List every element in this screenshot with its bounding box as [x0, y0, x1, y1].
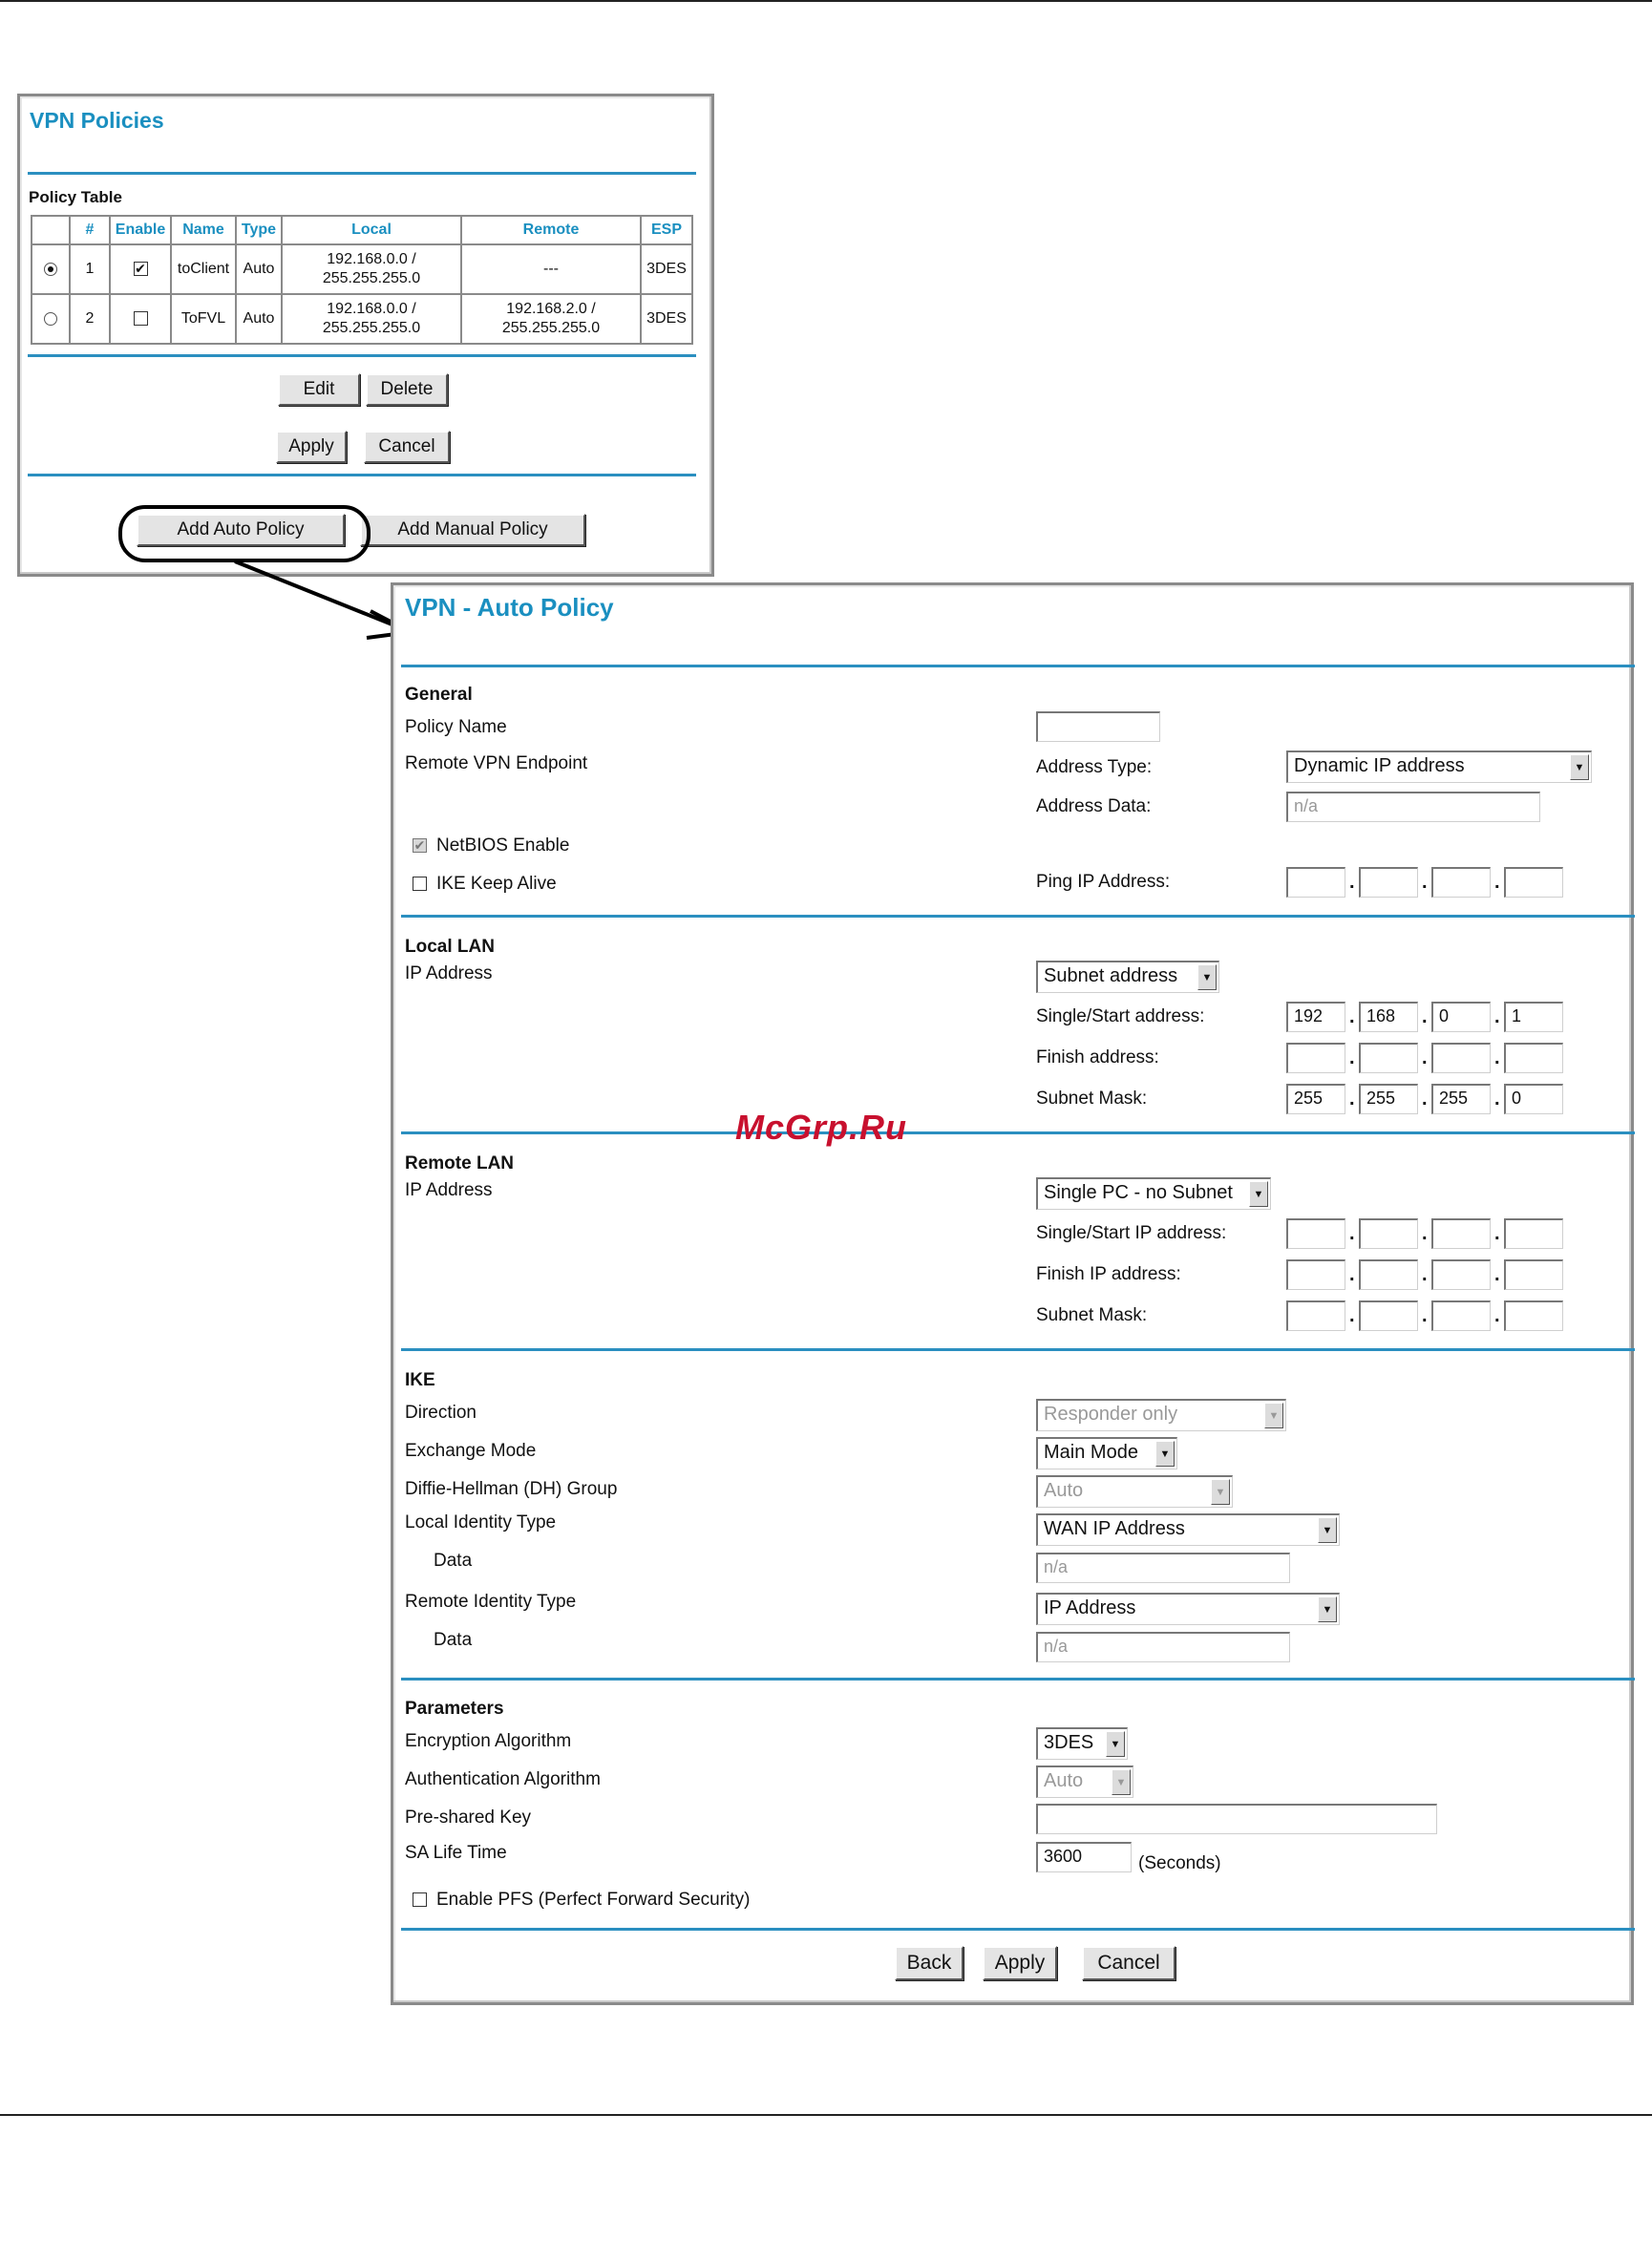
auto-policy-title: VPN - Auto Policy	[405, 593, 614, 622]
ip-dot: .	[1494, 1305, 1500, 1326]
remote-endpoint-label: Remote VPN Endpoint	[405, 753, 588, 773]
local-start-octet-3[interactable]: 0	[1431, 1002, 1491, 1032]
local-lan-select[interactable]	[1036, 961, 1219, 993]
pfs-row	[405, 1890, 750, 1911]
local-ip-label: IP Address	[405, 963, 493, 983]
address-type-value: Dynamic IP address	[1294, 755, 1465, 776]
exchange-mode-select[interactable]	[1036, 1437, 1177, 1469]
edit-button[interactable]: Edit	[278, 373, 360, 406]
ping-ip-label: Ping IP Address:	[1036, 872, 1171, 892]
general-header: General	[405, 685, 473, 705]
ike-keepalive-checkbox[interactable]	[413, 877, 427, 891]
row-enable-cell	[110, 244, 171, 294]
divider	[401, 1678, 1635, 1681]
remote-ip-label: IP Address	[405, 1180, 493, 1200]
row-remote	[461, 294, 641, 344]
local-finish-octet-4[interactable]	[1504, 1043, 1563, 1073]
row-local-mask: 255.255.255.0	[322, 270, 421, 286]
ip-dot: .	[1422, 872, 1428, 893]
dh-group-value: Auto	[1044, 1480, 1084, 1501]
remote-identity-select[interactable]	[1036, 1593, 1340, 1625]
table-row	[32, 294, 692, 344]
exchange-mode-value: Main Mode	[1044, 1442, 1138, 1463]
row-local-ip: 192.168.0.0 /	[327, 251, 416, 267]
row-enable-checkbox[interactable]: ✔	[135, 261, 146, 277]
pfs-label: Enable PFS (Perfect Forward Security)	[436, 1890, 751, 1910]
ping-ip-octet-4[interactable]	[1504, 867, 1563, 898]
chevron-down-icon: ▼	[1249, 1181, 1268, 1207]
row-number: 2	[70, 294, 110, 344]
authentication-select[interactable]	[1036, 1765, 1133, 1798]
policy-table-label: Policy Table	[29, 188, 122, 206]
local-finish-octet-1[interactable]	[1286, 1043, 1345, 1073]
address-type-select[interactable]	[1286, 750, 1592, 783]
dh-group-select[interactable]	[1036, 1475, 1233, 1508]
column-header-select	[32, 216, 70, 244]
divider	[401, 1131, 1635, 1134]
row-number: 1	[70, 244, 110, 294]
local-identity-label: Local Identity Type	[405, 1512, 557, 1533]
column-header: #	[70, 216, 110, 244]
authentication-label: Authentication Algorithm	[405, 1769, 601, 1789]
ip-dot: .	[1494, 1089, 1500, 1110]
ip-dot: .	[1494, 1223, 1500, 1244]
dh-group-label: Diffie-Hellman (DH) Group	[405, 1479, 618, 1499]
psk-label: Pre-shared Key	[405, 1807, 532, 1828]
local-data-input[interactable]: n/a	[1036, 1553, 1290, 1583]
column-header: Enable	[110, 216, 171, 244]
column-header: Type	[236, 216, 282, 244]
row-select-cell	[32, 294, 70, 344]
divider	[28, 354, 696, 357]
ip-dot: .	[1422, 1089, 1428, 1110]
row-esp: 3DES	[641, 244, 692, 294]
pfs-checkbox[interactable]	[413, 1892, 427, 1907]
remote-start-octet-3[interactable]	[1431, 1218, 1491, 1249]
netbios-label: NetBIOS Enable	[436, 835, 570, 856]
ip-dot: .	[1349, 1264, 1355, 1285]
chevron-down-icon: ▼	[1155, 1441, 1175, 1467]
address-data-label: Address Data:	[1036, 796, 1152, 816]
cancel-button[interactable]: Cancel	[364, 431, 450, 463]
local-lan-header: Local LAN	[405, 937, 495, 957]
row-type: Auto	[236, 244, 282, 294]
row-local	[282, 244, 461, 294]
table-row	[32, 244, 692, 294]
remote-finish-label: Finish IP address:	[1036, 1264, 1181, 1284]
remote-identity-value: IP Address	[1044, 1597, 1136, 1618]
local-data-label: Data	[434, 1551, 473, 1571]
remote-lan-header: Remote LAN	[405, 1153, 515, 1173]
column-header: Local	[282, 216, 461, 244]
row-select-radio[interactable]	[44, 263, 57, 276]
ip-dot: .	[1349, 1305, 1355, 1326]
ping-ip-octet-3[interactable]	[1431, 867, 1491, 898]
remote-mask-octet-4[interactable]	[1504, 1300, 1563, 1331]
add-manual-policy-button[interactable]: Add Manual Policy	[360, 514, 585, 546]
local-start-label: Single/Start address:	[1036, 1006, 1205, 1026]
remote-mask-octet-3[interactable]	[1431, 1300, 1491, 1331]
column-header: Remote	[461, 216, 641, 244]
ip-dot: .	[1494, 1264, 1500, 1285]
local-mask-octet-2[interactable]: 255	[1359, 1084, 1418, 1114]
sa-lifetime-input[interactable]: 3600	[1036, 1842, 1132, 1872]
encryption-label: Encryption Algorithm	[405, 1731, 572, 1751]
direction-value: Responder only	[1044, 1404, 1178, 1425]
policy-name-label: Policy Name	[405, 717, 507, 737]
back-button[interactable]: Back	[895, 1946, 964, 1980]
delete-button[interactable]: Delete	[366, 373, 448, 406]
column-header: ESP	[641, 216, 692, 244]
encryption-value: 3DES	[1044, 1732, 1094, 1753]
chevron-down-icon: ▼	[1570, 754, 1589, 780]
row-esp: 3DES	[641, 294, 692, 344]
row-select-radio[interactable]	[44, 312, 57, 326]
add-auto-policy-button[interactable]: Add Auto Policy	[137, 514, 345, 546]
row-name: ToFVL	[171, 294, 236, 344]
ike-keepalive-row	[405, 874, 557, 895]
divider	[401, 665, 1635, 667]
watermark: McGrp.Ru	[735, 1108, 908, 1147]
row-type: Auto	[236, 294, 282, 344]
remote-lan-select[interactable]	[1036, 1177, 1271, 1210]
chevron-down-icon: ▼	[1318, 1596, 1337, 1622]
ip-dot: .	[1349, 1047, 1355, 1068]
chevron-down-icon: ▼	[1112, 1769, 1131, 1795]
remote-data-label: Data	[434, 1630, 473, 1650]
local-lan-select-value: Subnet address	[1044, 965, 1178, 986]
netbios-row	[405, 835, 569, 856]
local-start-octet-2[interactable]: 168	[1359, 1002, 1418, 1032]
ip-dot: .	[1494, 872, 1500, 893]
ip-dot: .	[1494, 1047, 1500, 1068]
remote-finish-octet-4[interactable]	[1504, 1259, 1563, 1290]
remote-finish-octet-2[interactable]	[1359, 1259, 1418, 1290]
chevron-down-icon: ▼	[1211, 1479, 1230, 1505]
ip-dot: .	[1422, 1047, 1428, 1068]
remote-mask-octet-2[interactable]	[1359, 1300, 1418, 1331]
divider	[28, 474, 696, 476]
remote-mask-label: Subnet Mask:	[1036, 1305, 1148, 1325]
exchange-mode-label: Exchange Mode	[405, 1441, 537, 1461]
remote-start-label: Single/Start IP address:	[1036, 1223, 1227, 1243]
remote-lan-select-value: Single PC - no Subnet	[1044, 1182, 1233, 1203]
local-finish-octet-3[interactable]	[1431, 1043, 1491, 1073]
local-finish-label: Finish address:	[1036, 1047, 1159, 1068]
local-mask-label: Subnet Mask:	[1036, 1089, 1148, 1109]
direction-label: Direction	[405, 1403, 477, 1423]
column-header: Name	[171, 216, 236, 244]
local-mask-octet-3[interactable]: 255	[1431, 1084, 1491, 1114]
remote-mask-octet-1[interactable]	[1286, 1300, 1345, 1331]
ip-dot: .	[1422, 1264, 1428, 1285]
page-bottom-rule	[0, 2114, 1652, 2116]
chevron-down-icon: ▼	[1197, 964, 1217, 990]
remote-data-input[interactable]: n/a	[1036, 1632, 1290, 1662]
remote-start-octet-4[interactable]	[1504, 1218, 1563, 1249]
ip-dot: .	[1349, 1089, 1355, 1110]
ip-dot: .	[1349, 1006, 1355, 1027]
divider	[401, 915, 1635, 918]
direction-select[interactable]	[1036, 1399, 1286, 1431]
ip-dot: .	[1349, 1223, 1355, 1244]
row-local-ip: 192.168.0.0 /	[327, 301, 416, 317]
ip-dot: .	[1422, 1305, 1428, 1326]
remote-finish-octet-1[interactable]	[1286, 1259, 1345, 1290]
ip-dot: .	[1422, 1006, 1428, 1027]
row-remote-ip: 192.168.2.0 /	[506, 301, 596, 317]
authentication-value: Auto	[1044, 1770, 1084, 1791]
chevron-down-icon: ▼	[1318, 1517, 1337, 1543]
local-mask-octet-4[interactable]: 0	[1504, 1084, 1563, 1114]
row-name: toClient	[171, 244, 236, 294]
remote-identity-label: Remote Identity Type	[405, 1592, 577, 1612]
remote-start-octet-2[interactable]	[1359, 1218, 1418, 1249]
apply-button[interactable]: Apply	[276, 431, 347, 463]
row-local-mask: 255.255.255.0	[322, 320, 421, 336]
sa-lifetime-unit: (Seconds)	[1138, 1853, 1221, 1873]
local-identity-select[interactable]	[1036, 1513, 1340, 1546]
ike-header: IKE	[405, 1370, 435, 1390]
ip-dot: .	[1349, 872, 1355, 893]
ping-ip-octet-2[interactable]	[1359, 867, 1418, 898]
divider	[401, 1928, 1635, 1931]
local-start-octet-1[interactable]: 192	[1286, 1002, 1345, 1032]
row-local	[282, 294, 461, 344]
ip-dot: .	[1494, 1006, 1500, 1027]
row-select-cell	[32, 244, 70, 294]
remote-start-octet-1[interactable]	[1286, 1218, 1345, 1249]
sa-lifetime-label: SA Life Time	[405, 1843, 507, 1863]
row-enable-checkbox[interactable]	[134, 311, 148, 326]
encryption-select[interactable]	[1036, 1727, 1128, 1760]
chevron-down-icon: ▼	[1264, 1403, 1283, 1428]
local-start-octet-4[interactable]: 1	[1504, 1002, 1563, 1032]
vpn-policies-title: VPN Policies	[30, 108, 164, 133]
divider	[28, 172, 696, 175]
cancel-button[interactable]: Cancel	[1082, 1946, 1175, 1980]
apply-button[interactable]: Apply	[983, 1946, 1057, 1980]
remote-finish-octet-3[interactable]	[1431, 1259, 1491, 1290]
row-remote-mask: 255.255.255.0	[501, 320, 601, 336]
vpn-policies-panel	[17, 94, 714, 577]
policy-table	[31, 215, 693, 345]
address-type-label: Address Type:	[1036, 757, 1153, 777]
chevron-down-icon: ▼	[1106, 1731, 1125, 1757]
local-identity-value: WAN IP Address	[1044, 1518, 1185, 1539]
row-enable-cell	[110, 294, 171, 344]
address-data-input[interactable]: n/a	[1286, 792, 1540, 822]
page-top-rule	[0, 0, 1652, 2]
row-remote	[461, 244, 641, 294]
row-remote-ip: ---	[543, 261, 559, 277]
psk-input[interactable]	[1036, 1804, 1437, 1834]
ping-ip-octet-1[interactable]	[1286, 867, 1345, 898]
local-mask-octet-1[interactable]: 255	[1286, 1084, 1345, 1114]
ip-dot: .	[1422, 1223, 1428, 1244]
divider	[401, 1348, 1635, 1351]
ike-keepalive-label: IKE Keep Alive	[436, 874, 557, 894]
netbios-checkbox[interactable]: ✔	[413, 837, 426, 854]
vpn-auto-policy-panel	[391, 582, 1634, 2005]
local-finish-octet-2[interactable]	[1359, 1043, 1418, 1073]
policy-name-input[interactable]	[1036, 711, 1160, 742]
parameters-header: Parameters	[405, 1699, 504, 1719]
